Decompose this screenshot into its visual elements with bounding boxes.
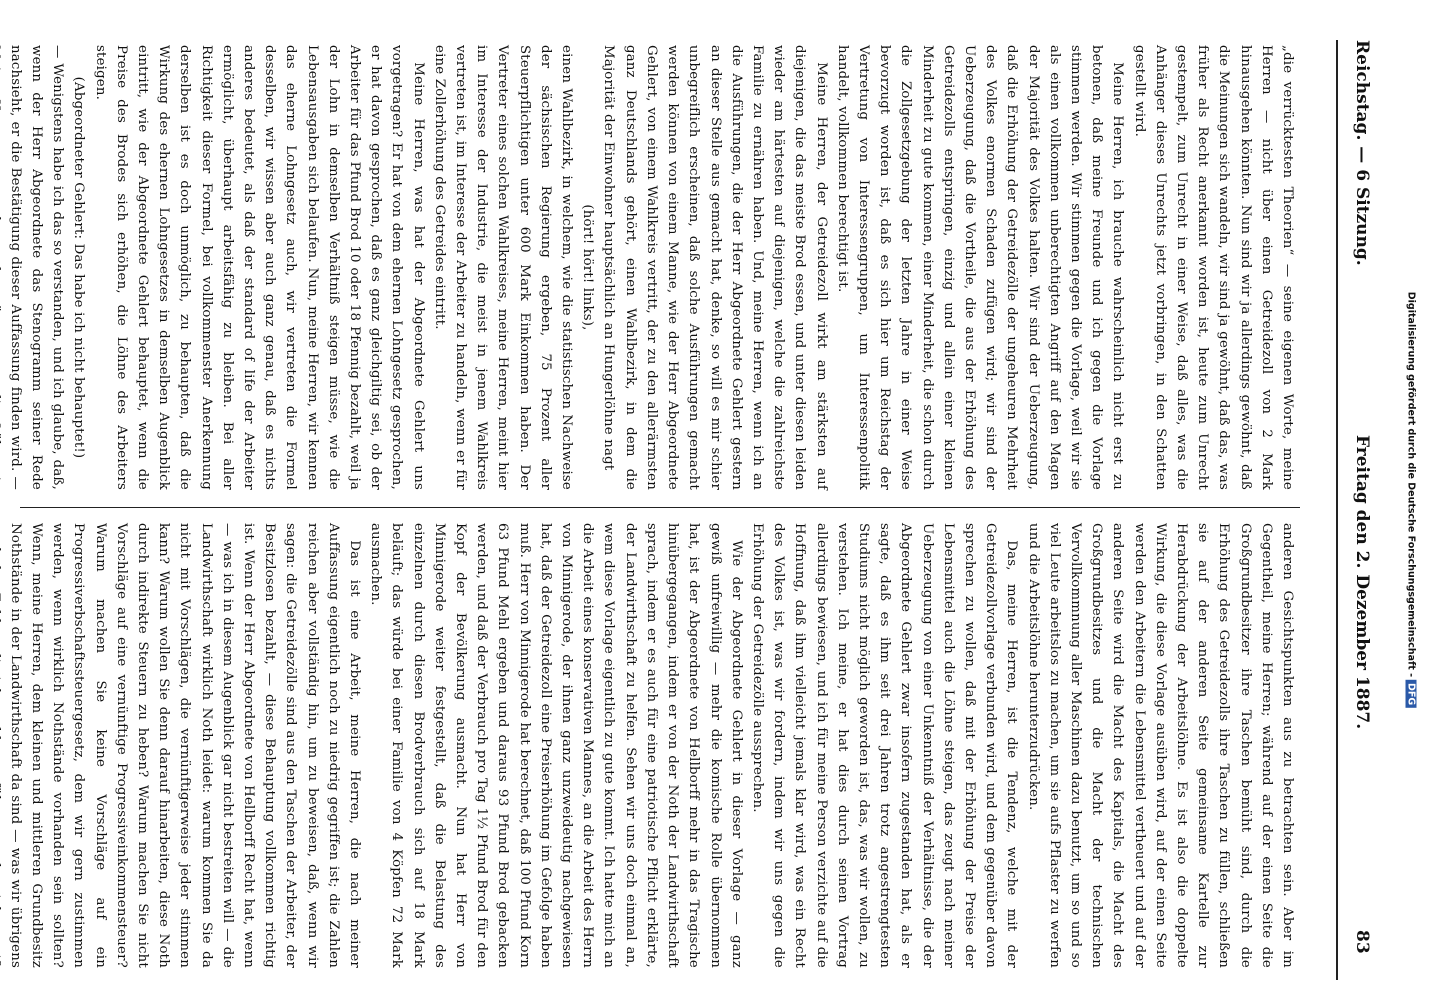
page-number: 83	[1352, 930, 1372, 954]
sidebar-credit-text: Digitalisierung gefördert durch die Deutsche Forschungsgemeinschaft -	[1405, 291, 1417, 678]
left-column	[7, 45, 1298, 490]
paragraph: — Wenigstens habe ich das so verstanden, und ich glaube, daß, wenn der Herr Abgeordnete das Stenogramm seiner Rede nachsieht, er die Bestätigung dieser Auffassung finden wird. —	[7, 45, 66, 490]
header-rule	[1336, 40, 1338, 980]
paragraph: (hört! hört! links),	[580, 204, 596, 331]
paragraph: Das, meine Herren, ist die Tendenz, welche mit der Getreidezollvorlage verbunden wird, und dem gegenüber davon sprechen zu wollen, daß mit der Erhöhung der Preise der Lebensmittel auch die Löhne steigen, das zeugt nach meiner Ueberzeugung von einer Unkenntniß der Verhältnisse, die der Abgeordnete Gehlert zwar insofern zugestanden hat, als er sagte, daß es ihm seit drei Jahren trotz angestrengtesten Studiums nicht möglich geworden ist, das, was wir wollen, zu verstehen. Ich meine, er hat dies durch seinen Vortrag allerdings bewiesen, und ich für meine Person verzichte auf die Hoffnung, daß ihm vielleicht jemals klar wird, was ein Recht des Volkes ist, was wir fordern, indem wir uns gegen die Erhöhung der Getreidezölle aussprechen.	[749, 523, 1020, 968]
column-divider	[20, 507, 1300, 508]
paragraph: „die verrücktesten Theorien“ — seine eigenen Worte, meine Herren — nicht über einen Getreidezoll von 2 Mark hinausgehen könnten. Nun sind wir ja allerdings gewöhnt, daß die Meinungen sich wandeln, wir sind ja gewöhnt, daß das, was früher als Recht anerkannt worden ist, heute zum Unrecht gestempelt, zum Unrecht in einer Weise, daß alles, was die Anhänger dieses Unrechts jetzt vorbringen, in den Schatten gestellt wird.	[1131, 45, 1295, 490]
paragraph: Meine Herren, was hat der Abgeordnete Gehlert uns vorgetragen? Er hat von dem ehernen Lohngesetz gesprochen, er hat davon gesprochen, daß es ganz gleichgiltig sei, ob der Arbeiter für das Pfund Brod 10 oder 18 Pfennig bezahlt, weil ja der Lohn in demselben Verhältniß steigen müsse, wie die Lebensausgaben sich belaufen. Nun, meine Herren, wir kennen das eherne Lohngesetz auch, wir vertreten die Formel desselben, wir wissen aber auch ganz genau, daß es nichts anderes bedeutet, als daß der standard of life der Arbeiter ermöglicht, überhaupt arbeitsfähig zu bleiben. Bei aller Richtigkeit dieser Formel, bei vollkommenster Anerkennung derselben ist es doch unmöglich, zu behaupten, daß die Wirkung des ehernen Lohngesetzes in demselben Augenblick eintritt, wie der Abgeordnete Gehlert behauptet, wenn die Preise des Brodes sich erhöhen, die Löhne des Arbeiters steigen.	[92, 45, 426, 490]
page-header	[1342, 40, 1372, 954]
right-column	[7, 523, 1298, 968]
paragraph: (Abgeordneter Gehlert: Das habe ich nicht behauptet!)	[71, 76, 87, 459]
dfg-sidebar	[1396, 0, 1426, 1000]
paragraph: anderen Gesichtspunkten aus zu betrachten sein. Aber im Gegentheil, meine Herren; während auf der einen Seite die Großgrundbesitzer ihre Taschen bemüht sind, durch die Erhöhung des Getreidezolls ihre Taschen zu füllen, schließen sie auf der anderen Seite gemeinsame Kartelle zur Herabdrückung der Arbeitslöhne. Es ist also die doppelte Wirkung, die diese Vorlage ausüben wird, auf der einen Seite werden den Arbeitern die Lebensmittel vertheuert und auf der anderen Seite wird die Macht des Kapitals, die Macht des Großgrundbesitzes und die Macht der technischen Vervollkommnung aller Maschinen dazu benutzt, um so und so viel Leute arbeitslos zu machen, um sie aufs Pflaster zu werfen und die Arbeitslöhne herunterzudrücken.	[1025, 523, 1295, 968]
header-left: Reichstag. — 6 Sitzung.	[1352, 40, 1372, 266]
paragraph: Meine Herren, der Getreidezoll wirkt am stärksten auf diejenigen, die das meiste Brod essen, und unter diesen leiden wieder am härtesten auf diejenigen, welche die zahlreichste Familie zu ernähren haben. Und, meine Herren, wenn ich an die Ausführungen, die der Herr Abgeordnete Gehlert gestern an dieser Stelle aus gemacht hat, denke, so will es mir schier unbegreiflich erscheinen, daß solche Ausführungen gemacht werden können von einem Manne, wie der Herr Abgeordnete Gehlert, von einem Wahlkreis vertritt, der zu den allerärmsten ganz Deutschlands gehört, einen Wahlbezirk, in dem die Majorität der Einwohner hauptsächlich an Hungerlöhne nagt	[601, 45, 829, 490]
sidebar-credit	[1406, 292, 1417, 708]
paragraph: Meine Herren, ich brauche wahrscheinlich nicht erst zu betonen, daß meine Freunde und ich gegen die Vorlage stimmen werden. Wir stimmen gegen die Vorlage, weil wir sie als einen vollkommen unberechtigten Angriff auf den Magen der Majorität des Volkes halten. Wir sind der Ueberzeugung, daß die Erhöhung der Getreidezölle der ungeheuren Mehrheit des Volkes enormen Schaden zufügen wird; wir sind der Ueberzeugung, daß die Vortheile, die aus der Erhöhung des Getreidezolls entspringen, einzig und allein einer kleinen Minderheit zu gute kommen, einer Minderheit, die schon durch die Zollgesetzgebung der letzten Jahre in einer Weise bevorzugt worden ist, daß es sich hier um Reichstag der Vertretung von Interessengruppen, um Interessenpolitik handelt, vollkommen berechtigt ist.	[834, 45, 1126, 490]
dfg-logo: DFG	[1406, 680, 1417, 708]
paragraph: Wie der Abgeordnete Gehlert in dieser Vorlage — ganz gewiß unfreiwillig — mehr die komische Rolle übernommen hat, ist der Abgeordnete von Hellborff mehr in das Tragische hinübergegangen, indem er von der Noth der Landwirthschaft sprach, indem er es auch für eine patriotische Pflicht erklärte, der Landwirthschaft zu helfen. Sehen wir uns doch einmal an, wem diese Vorlage eigentlich zu gute kommt. Ich hatte mich an die Arbeit eines konservativen Mannes, an die Arbeit des Herrn von Minnigerode, der ihnen ganz unzweideutig nachgewiesen hat, daß der Getreidezoll eine Preiserhöhung im Gefolge haben muß. Herr von Minnigerode hat berechnet, daß 100 Pfund Korn 63 Pfund Mehl ergeben und daraus 93 Pfund Brod gebacken werden, und daß der Verbrauch pro Tag 1½ Pfund Brod für den Kopf der Bevölkerung ausmacht. Nun hat Herr von Minnigerode weiter festgestellt, daß die Belastung des einzelnen durch diesen Brodverbrauch sich auf 18 Mark beläuft; das würde bei einer Familie von 4 Köpfen 72 Mark ausmachen.	[368, 523, 744, 968]
paragraph: einen Wahlbezirk, in welchem, wie die statistischen Nachweise der sächsischen Regierung ergeben, 75 Prozent aller Steuerpflichtigen unter 600 Mark Einkommen haben. Der Vertreter eines solchen Wahlkreises, meine Herren, meint hier im Interesse der Industrie, die meist in jenem Wahlkreis vertreten ist, im Interesse der Arbeiter zu handeln, wenn er für eine Zollerhöhung des Getreides eintritt.	[431, 45, 575, 490]
paragraph: Das ist eine Arbeit, meine Herren, die nach meiner Auffassung eigentlich noch zu niedrig gegriffen ist; die Zahlen reichen aber vollständig hin, um zu beweisen, daß, wenn wir sagen: die Getreidezölle sind aus den Taschen der Arbeiter, der Besitzlosen bezahlt, — diese Behauptung vollkommen richtig ist. Wenn der Herr Abgeordnete von Hellborff Recht hat, wenn — was ich in diesem Augenblick gar nicht bestreiten will — die Landwirthschaft wirklich Noth leidet: warum kommen Sie da nicht mit Vorschlägen, die vernünftigerweise jeder stimmen kann? Warum wollen Sie denn darauf hinarbeiten, diese Noth durch indirekte Steuern zu heben? Warum machen Sie nicht Vorschläge auf eine vernünftige Progressiveinkommensteuer? Warum machen Sie keine Vorschläge auf ein Progressiverbschaftssteuergesetz, dem wir gern zustimmen werden, wenn wirklich Nothstände vorhanden sein sollten? Wenn, meine Herren, dem kleinen und mittleren Grundbesitz Nothstände in der Landwirthschaft da sind — was wir übrigens	[7, 523, 363, 968]
header-center: Freitag den 2. Dezember 1887.	[1352, 435, 1372, 730]
